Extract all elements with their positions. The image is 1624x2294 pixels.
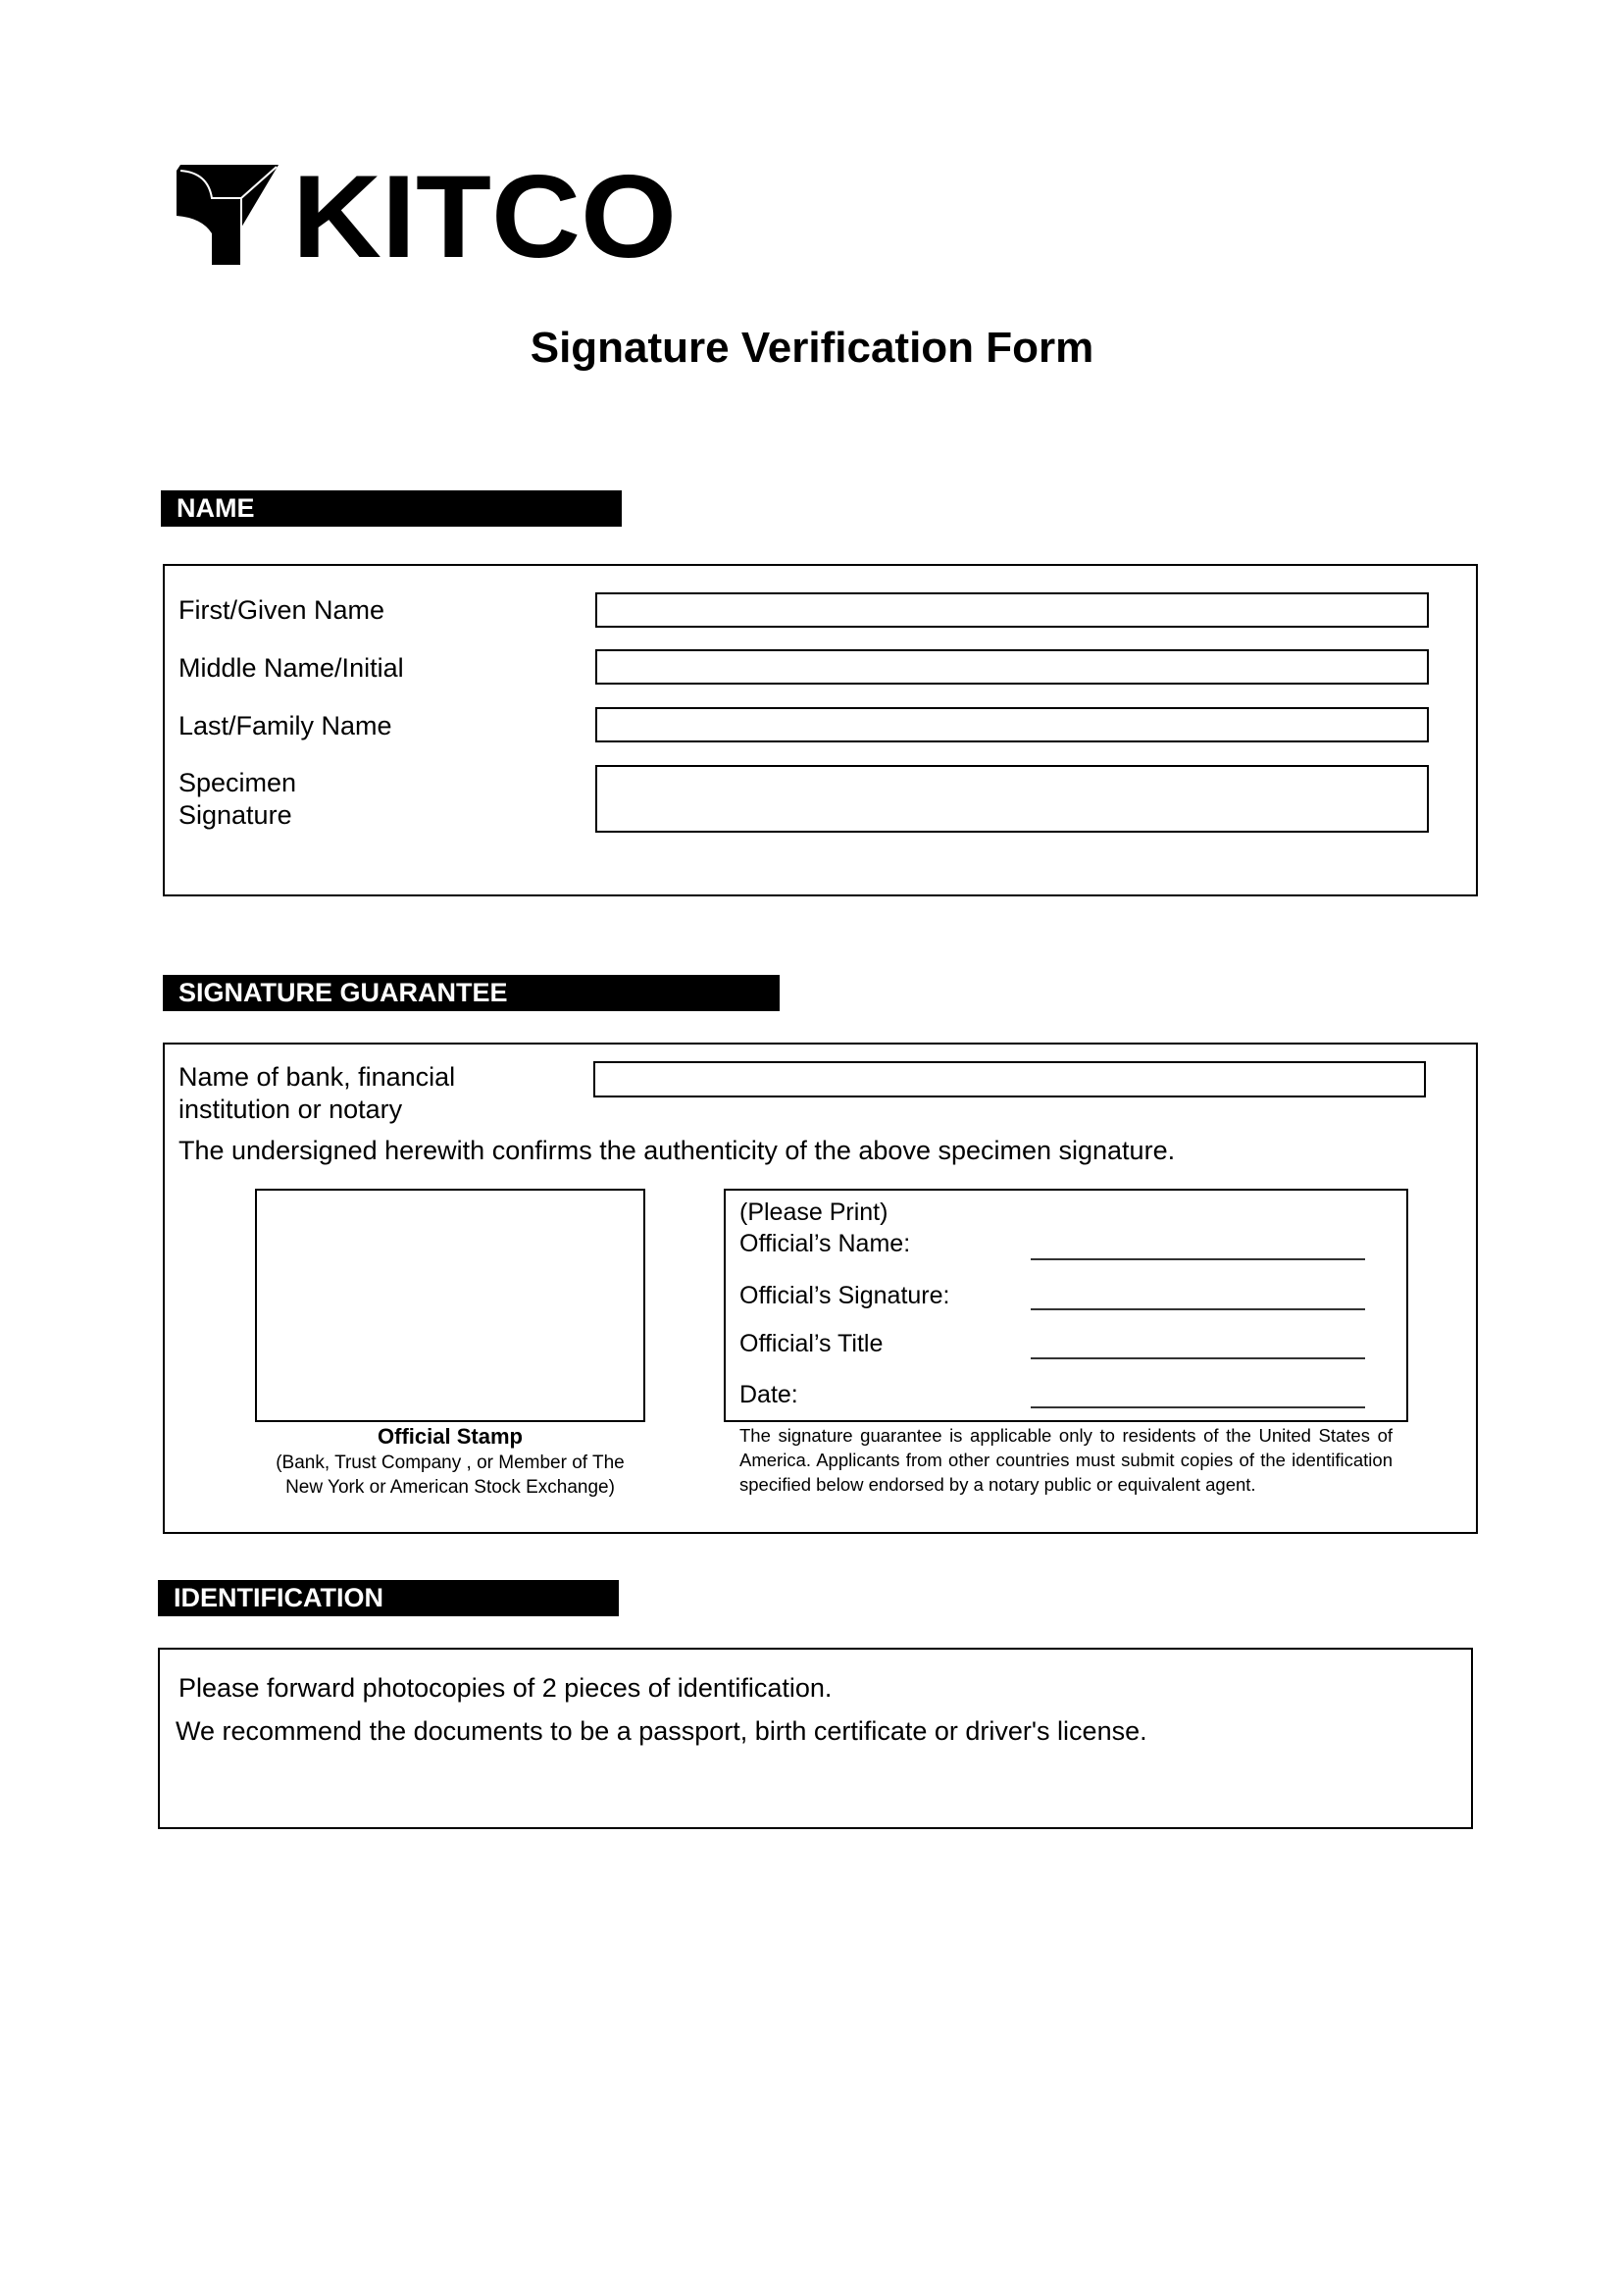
official-name-label: Official’s Name: [739,1230,911,1257]
middle-name-label: Middle Name/Initial [178,653,404,683]
official-title-line[interactable] [1031,1357,1365,1359]
identification-line-2: We recommend the documents to be a passport, birth certificate or driver's license. [176,1716,1147,1746]
official-signature-line[interactable] [1031,1308,1365,1310]
identification-line-1: Please forward photocopies of 2 pieces of identification. [178,1673,833,1703]
official-stamp-caption [235,1423,665,1500]
bank-name-input[interactable] [593,1061,1426,1097]
guarantee-section-header: SIGNATURE GUARANTEE [163,975,780,1011]
svg-text:KITCO: KITCO [292,157,677,267]
bank-label-line2: institution or notary [178,1095,403,1124]
official-title-label: Official’s Title [739,1330,884,1357]
last-name-input[interactable] [595,707,1429,742]
date-line[interactable] [1031,1406,1365,1408]
specimen-signature-input[interactable] [595,765,1429,833]
bank-label-line1: Name of bank, financial [178,1062,456,1092]
kitco-logo [173,157,683,267]
stamp-note-line2: New York or American Stock Exchange) [285,1477,615,1498]
official-name-line[interactable] [1031,1258,1365,1260]
official-stamp-box[interactable] [255,1189,645,1422]
guarantee-disclaimer: The signature guarantee is applicable only to residents of the United States of America. Applicants from other countries must submit copies of the identification specified below endorsed by a notary public or equivalent agent. [739,1425,1393,1495]
date-label: Date: [739,1381,798,1408]
first-name-label: First/Given Name [178,595,385,625]
official-signature-label: Official’s Signature: [739,1282,950,1309]
middle-name-input[interactable] [595,649,1429,685]
bank-label [178,1061,455,1126]
specimen-label-line1: Specimen [178,768,297,797]
please-print-note: (Please Print) [739,1198,888,1226]
name-section-header: NAME [161,490,622,527]
specimen-label-line2: Signature [178,800,292,830]
page-title: Signature Verification Form [530,324,1094,372]
stamp-note-line1: (Bank, Trust Company , or Member of The [276,1453,625,1473]
first-name-input[interactable] [595,592,1429,628]
last-name-label: Last/Family Name [178,711,392,740]
official-stamp-title: Official Stamp [378,1424,523,1449]
specimen-signature-label [178,767,296,832]
identification-section-header: IDENTIFICATION [158,1580,619,1616]
confirmation-text: The undersigned herewith confirms the authenticity of the above specimen signature. [178,1136,1176,1165]
